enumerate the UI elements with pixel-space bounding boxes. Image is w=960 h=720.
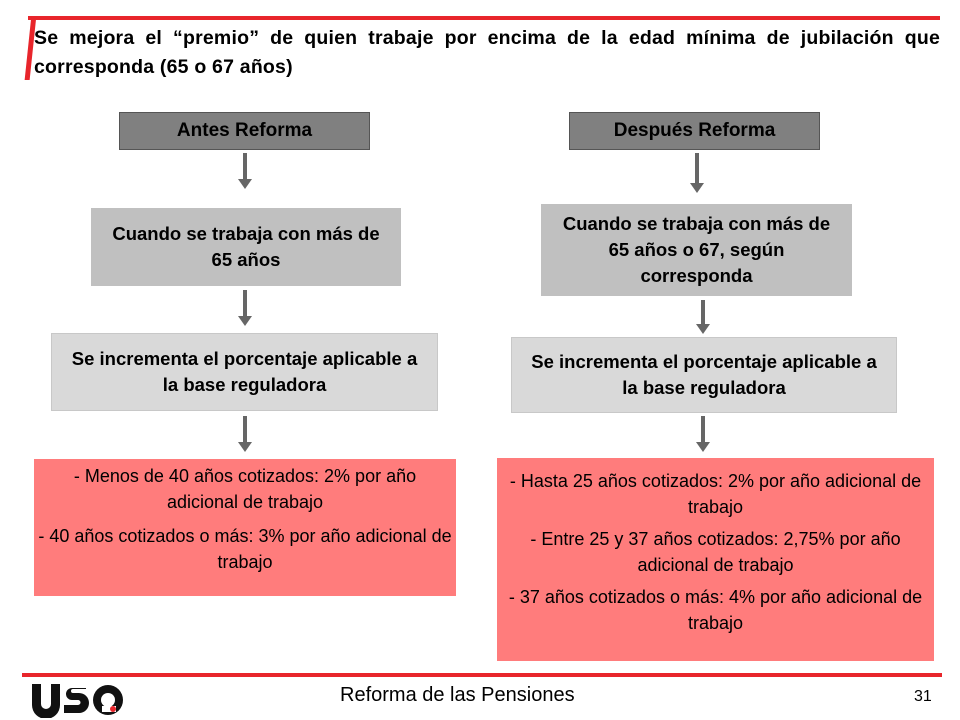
before-detail-item: - 40 años cotizados o más: 3% por año adicional de trabajo xyxy=(38,526,452,572)
after-reform-header: Después Reforma xyxy=(569,112,820,150)
after-detail-item: - Hasta 25 años cotizados: 2% por año adicional de trabajo xyxy=(509,471,922,517)
before-reform-header: Antes Reforma xyxy=(119,112,370,150)
before-condition-box: Cuando se trabaja con más de 65 años xyxy=(91,208,401,286)
after-condition-box: Cuando se trabaja con más de 65 años o 67, según corresponda xyxy=(541,204,852,296)
arrow-left-3 xyxy=(238,416,252,452)
after-detail-item: - Entre 25 y 37 años cotizados: 2,75% por año adicional de trabajo xyxy=(530,529,901,575)
arrow-left-2 xyxy=(238,290,252,326)
before-detail-item: - Menos de 40 años cotizados: 2% por año adicional de trabajo xyxy=(73,466,417,512)
arrow-left-1 xyxy=(238,153,252,189)
after-effect-box: Se incrementa el porcentaje aplicable a la base reguladora xyxy=(511,337,897,413)
arrow-right-2 xyxy=(696,300,710,334)
arrow-right-3 xyxy=(696,416,710,452)
footer-title: Reforma de las Pensiones xyxy=(340,684,575,706)
before-effect-box: Se incrementa el porcentaje aplicable a la base reguladora xyxy=(51,333,438,411)
page-number: 31 xyxy=(914,688,932,705)
title-top-rule xyxy=(28,16,940,20)
uso-logo xyxy=(30,680,126,718)
footer-rule xyxy=(22,673,942,677)
after-detail-item: - 37 años cotizados o más: 4% por año adicional de trabajo xyxy=(508,587,923,633)
before-details-box xyxy=(34,459,456,596)
after-details-box xyxy=(497,458,934,661)
arrow-right-1 xyxy=(690,153,704,193)
slide-title: Se mejora el “premio” de quien trabaje por encima de la edad mínima de jubilación que corresponda (65 o 67 años) xyxy=(34,27,940,78)
